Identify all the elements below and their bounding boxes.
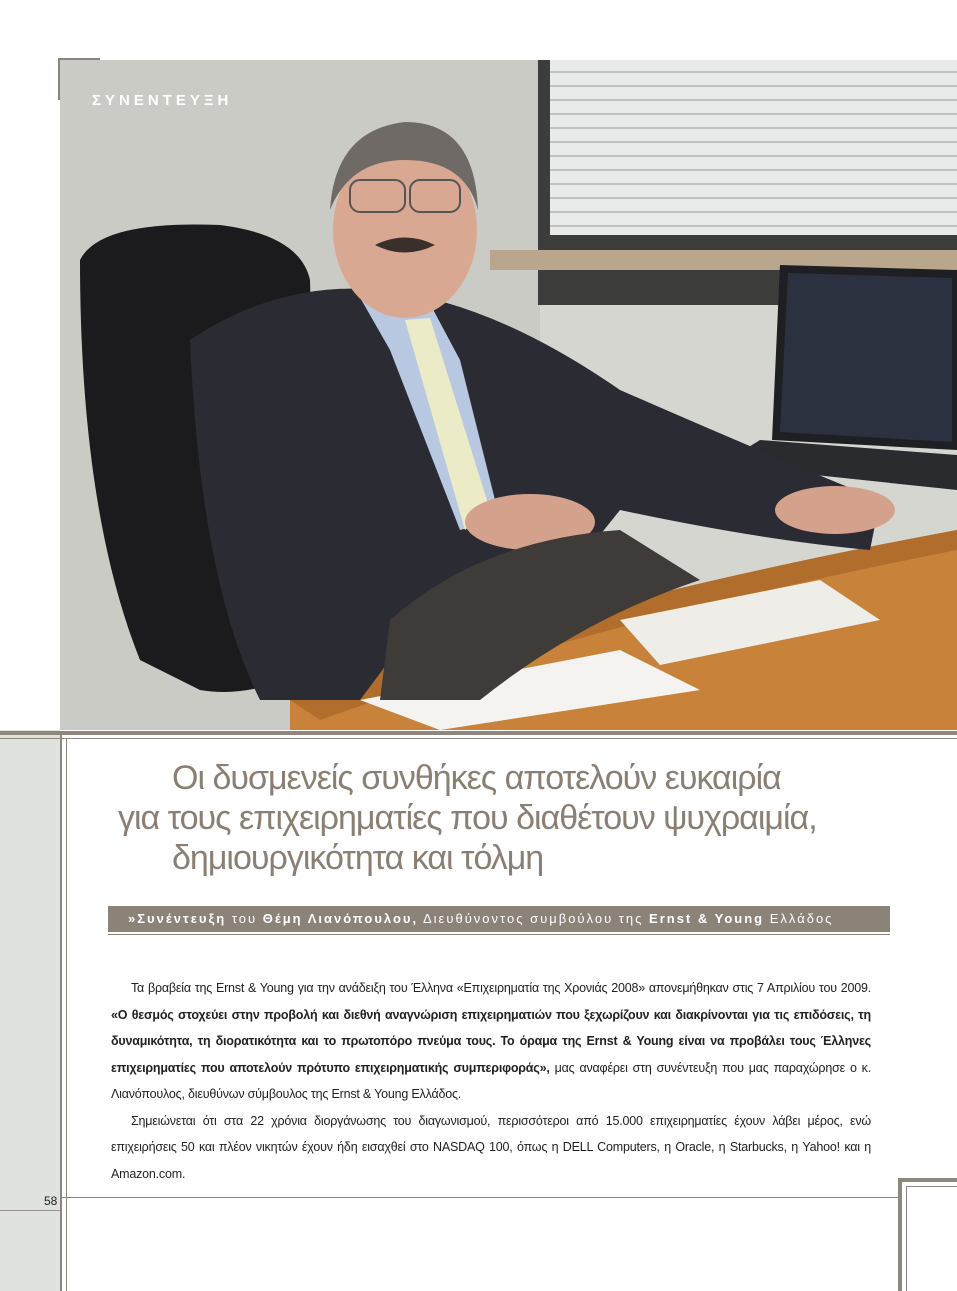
margin-rule <box>0 1210 60 1211</box>
frame-rule-left <box>60 735 62 1291</box>
paragraph-2: Σημειώνεται ότι στα 22 χρόνια διοργάνωσης του διαγωνισμού, περισσότεροι από 15.000 επιχειρηματίες έχουν λάβει μέρος, ενώ επιχειρήσεις 50 και πλέον νικητών έχουν ήδη εισαχθεί στο NASDAQ 100, όπως η DELL Computers, η Oracle, η Starbucks, η Yahoo! και η Amazon.com. <box>111 1113 871 1181</box>
byline-country: Ελλάδος <box>764 911 834 926</box>
headline-line-3: δημιουργικότητα και τόλμη <box>172 839 544 877</box>
frame-rule-bottom <box>60 1197 900 1198</box>
byline-tou: του <box>226 911 263 926</box>
frame-rule-left-thin <box>66 739 67 1291</box>
page-number: 58 <box>44 1194 58 1208</box>
interview-photo <box>60 60 957 730</box>
byline-rule <box>108 934 890 935</box>
byline-prefix: »Συνέντευξη <box>128 911 227 926</box>
headline <box>100 758 900 878</box>
photo-illustration <box>60 60 957 730</box>
headline-line-1: Οι δυσμενείς συνθήκες αποτελούν ευκαιρία <box>172 759 781 797</box>
p1-intro: Τα βραβεία της Ernst & Young για την ανάδειξη του Έλληνα «Επιχειρηματία της Χρονιάς 2008» απονεμήθηκαν στις 7 Απριλίου του 2009. <box>131 981 871 995</box>
headline-line-2: για τους επιχειρηματίες που διαθέτουν ψυχραιμία, <box>118 799 817 837</box>
frame-rule-top <box>0 731 957 735</box>
article-body <box>111 975 871 1187</box>
byline-bar <box>108 906 890 932</box>
p1-attribution: μας αναφέρει στη συνέντευξη που μας παραχώρησε ο κ. Λιανόπουλος, διευθύνων σύμβουλος της Ernst & Young Ελλάδος. <box>111 1060 871 1101</box>
byline-name: Θέμη Λιανόπουλου, <box>262 911 419 926</box>
corner-frame-thin <box>906 1186 957 1291</box>
frame-rule-top-thin <box>0 738 957 739</box>
byline-role: Διευθύνοντος συμβούλου της <box>418 911 650 926</box>
p1-quote: «Ο θεσμός στοχεύει στην προβολή και διεθνή αναγνώριση επιχειρηματιών που ξεχωρίζουν και διακρίνονται για τις επιδόσεις, τη δυναμικότητα, τη διορατικότητα και το πρωτοπόρο πνεύμα τους. Το όραμα της Ernst & Young είναι να προβάλει τους Έλληνες επιχειρηματίες που αποτελούν πρότυπο επιχειρηματικής συμπεριφοράς», <box>111 1007 871 1075</box>
section-label: ΣΥΝΕΝΤΕΥΞΗ <box>92 92 233 109</box>
paragraph-1 <box>111 975 871 1108</box>
byline-company: Ernst & Young <box>649 911 765 926</box>
